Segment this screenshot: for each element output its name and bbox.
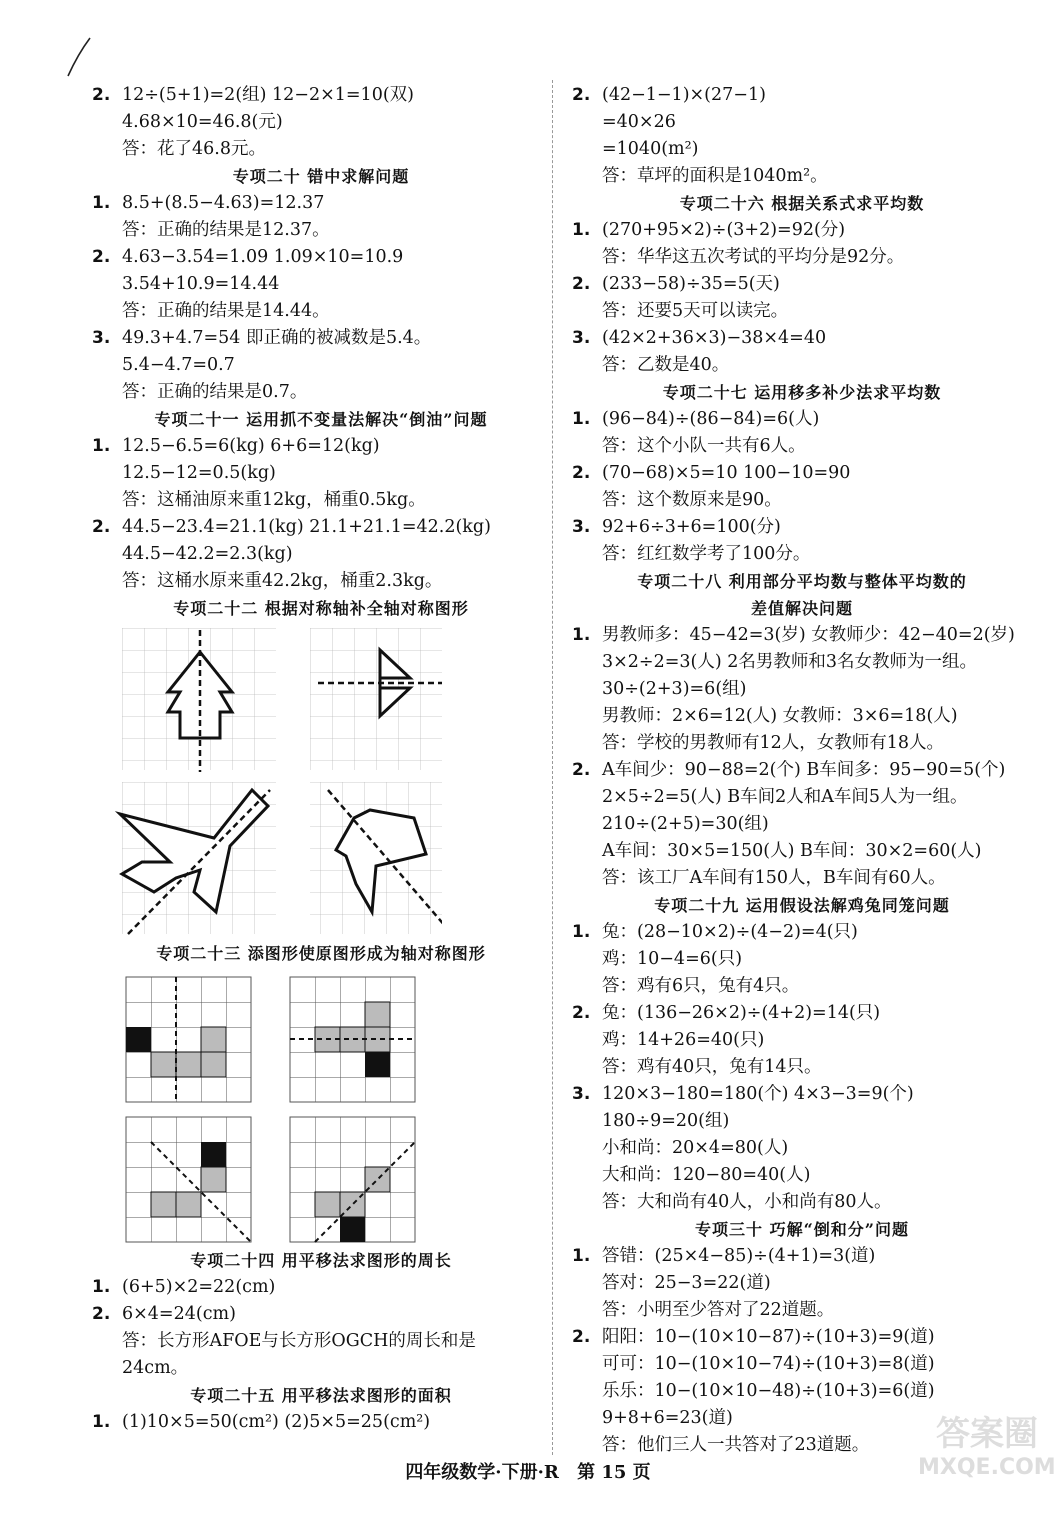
- answer-text: 答：正确的结果是12.37。: [122, 220, 330, 240]
- answer-line: [92, 82, 550, 109]
- answer-line: [572, 811, 1032, 838]
- answer-line: [92, 568, 550, 595]
- answer-text: A车间少：90−88=2(个) B车间多：95−90=5(个): [602, 760, 1006, 780]
- section-heading: 专项二十六 根据关系式求平均数: [679, 194, 925, 213]
- question-number: 2.: [92, 517, 111, 537]
- answer-text: 6×4=24(cm): [122, 1304, 236, 1324]
- answer-text: 120×3−180=180(个) 4×3−3=9(个): [602, 1084, 914, 1104]
- fig1-block: [92, 622, 550, 940]
- answer-line: [572, 1351, 1032, 1378]
- answer-line: [572, 244, 1032, 271]
- question-number: 2.: [572, 760, 591, 780]
- answer-text: 答错：(25×4−85)÷(4+1)=3(道): [602, 1246, 876, 1266]
- answer-line: [92, 271, 550, 298]
- answer-line: [572, 352, 1032, 379]
- answer-line: [92, 298, 550, 325]
- question-number: 2.: [572, 85, 591, 105]
- answer-line: [572, 487, 1032, 514]
- section-heading: 专项二十八 利用部分平均数与整体平均数的: [637, 572, 967, 591]
- answer-line: [572, 136, 1032, 163]
- question-number: 1.: [92, 436, 111, 456]
- answer-text: 44.5−42.2=2.3(kg): [122, 544, 293, 564]
- answer-line: [572, 919, 1032, 946]
- question-number: 3.: [92, 328, 111, 348]
- answer-line: [92, 136, 550, 163]
- page-footer: [0, 1458, 1056, 1484]
- answer-text: 答：华华这五次考试的平均分是92分。: [602, 247, 905, 267]
- answer-text: 男教师多：45−42=3(岁) 女教师少：42−40=2(岁): [602, 625, 1015, 645]
- left-column: [92, 82, 550, 1436]
- answer-text: 4.68×10=46.8(元): [122, 112, 283, 132]
- answer-line: [572, 865, 1032, 892]
- answer-text: 12.5−6.5=6(kg) 6+6=12(kg): [122, 436, 380, 456]
- answer-text: 答：这个小队一共有6人。: [602, 436, 806, 456]
- answer-line: [572, 1054, 1032, 1081]
- answer-text: 答：这桶油原来重12kg，桶重0.5kg。: [122, 490, 426, 510]
- answer-text: 4.63−3.54=1.09 1.09×10=10.9: [122, 247, 404, 267]
- column-divider: [552, 80, 553, 1455]
- answer-line: [572, 163, 1032, 190]
- answer-line: [92, 487, 550, 514]
- answer-line: [572, 1108, 1032, 1135]
- answer-text: 答：乙数是40。: [602, 355, 730, 375]
- answer-line: [572, 730, 1032, 757]
- answer-line: [572, 271, 1032, 298]
- answer-line: [92, 541, 550, 568]
- answer-text: 答：大和尚有40人，小和尚有80人。: [602, 1192, 892, 1212]
- answer-line: [92, 1355, 550, 1382]
- answer-line: [92, 379, 550, 406]
- symmetry-figures: [92, 622, 442, 940]
- answer-line: [572, 946, 1032, 973]
- answer-text: 兔：(136−26×2)÷(4+2)=14(只): [602, 1003, 881, 1023]
- answer-text: 小和尚：20×4=80(人): [602, 1138, 789, 1158]
- answer-text: (96−84)÷(86−84)=6(人): [602, 409, 820, 429]
- answer-line: [572, 649, 1032, 676]
- answer-line: [572, 973, 1032, 1000]
- fig2-block: [92, 967, 550, 1247]
- answer-text: (42−1−1)×(27−1): [602, 85, 766, 105]
- answer-line: [572, 676, 1032, 703]
- question-number: 2.: [92, 85, 111, 105]
- answer-text: =1040(m²): [602, 139, 699, 159]
- answer-text: 12.5−12=0.5(kg): [122, 463, 276, 483]
- answer-text: 答：该工厂A车间有150人，B车间有60人。: [602, 868, 946, 888]
- question-number: 2.: [572, 463, 591, 483]
- answer-text: 鸡：10−4=6(只): [602, 949, 743, 969]
- section-heading: 专项二十 错中求解问题: [232, 167, 410, 186]
- answer-text: 3.54+10.9=14.44: [122, 274, 280, 294]
- answer-text: (270+95×2)÷(3+2)=92(分): [602, 220, 846, 240]
- answer-text: (42×2+36×3)−38×4=40: [602, 328, 827, 348]
- question-number: 1.: [572, 409, 591, 429]
- section-heading: 专项二十五 用平移法求图形的面积: [190, 1386, 452, 1405]
- answer-text: 答：还要5天可以读完。: [602, 301, 789, 321]
- answer-line: [572, 109, 1032, 136]
- answer-line: [572, 838, 1032, 865]
- answer-text: 答：鸡有6只，兔有4只。: [602, 976, 800, 996]
- section-heading: 专项二十四 用平移法求图形的周长: [190, 1251, 452, 1270]
- answer-line: [572, 1162, 1032, 1189]
- answer-line: [572, 1270, 1032, 1297]
- answer-line: [572, 325, 1032, 352]
- answer-text: (6+5)×2=22(cm): [122, 1277, 276, 1297]
- answer-text: 210÷(2+5)=30(组): [602, 814, 769, 834]
- answer-text: 阳阳：10−(10×10−87)÷(10+3)=9(道): [602, 1327, 935, 1347]
- answer-line: [92, 1409, 550, 1436]
- answer-text: 答：这桶水原来重42.2kg，桶重2.3kg。: [122, 571, 443, 591]
- answer-line: [572, 1027, 1032, 1054]
- answer-text: 答：长方形AFOE与长方形OGCH的周长和是: [122, 1331, 476, 1351]
- answer-text: (233−58)÷35=5(天): [602, 274, 780, 294]
- answer-text: 答：草坪的面积是1040m²。: [602, 166, 828, 186]
- answer-text: 答：小明至少答对了22道题。: [602, 1300, 835, 1320]
- answer-line: [92, 1301, 550, 1328]
- answer-line: [92, 433, 550, 460]
- section-heading: 专项二十三 添图形使原图形成为轴对称图形: [156, 944, 486, 963]
- answer-line: [572, 1081, 1032, 1108]
- question-number: 1.: [572, 1246, 591, 1266]
- watermark-bottom: MXQE.COM: [918, 1455, 1056, 1480]
- answer-line: [572, 460, 1032, 487]
- answer-line: [572, 514, 1032, 541]
- answer-text: 乐乐：10−(10×10−48)÷(10+3)=6(道): [602, 1381, 935, 1401]
- section-heading: 专项二十一 运用抓不变量法解决“倒油”问题: [154, 410, 488, 429]
- answer-line: [92, 244, 550, 271]
- answer-text: 答：鸡有40只，兔有14只。: [602, 1057, 822, 1077]
- answer-text: 答：花了46.8元。: [122, 139, 266, 159]
- answer-text: 3×2÷2=3(人) 2名男教师和3名女教师为一组。: [602, 652, 978, 672]
- grid-b: [310, 628, 442, 770]
- answer-line: [572, 1297, 1032, 1324]
- answer-line: [92, 217, 550, 244]
- question-number: 1.: [572, 625, 591, 645]
- answer-text: 兔：(28−10×2)÷(4−2)=4(只): [602, 922, 858, 942]
- answer-text: 答：这个数原来是90。: [602, 490, 782, 510]
- answer-text: 鸡：14+26=40(只): [602, 1030, 765, 1050]
- answer-line: [572, 703, 1032, 730]
- section-heading: 专项二十七 运用移多补少法求平均数: [662, 383, 942, 402]
- answer-text: =40×26: [602, 112, 676, 132]
- answer-text: 92+6÷3+6=100(分): [602, 517, 781, 537]
- answer-text: A车间：30×5=150(人) B车间：30×2=60(人): [602, 841, 982, 861]
- answer-line: [572, 298, 1032, 325]
- answer-text: 2×5÷2=5(人) B车间2人和A车间5人为一组。: [602, 787, 968, 807]
- answer-line: [572, 622, 1032, 649]
- answer-line: [92, 109, 550, 136]
- answer-text: 答：正确的结果是0.7。: [122, 382, 308, 402]
- grid-panel-c: [126, 1117, 251, 1242]
- section-heading: 差值解决问题: [750, 599, 853, 618]
- question-number: 1.: [572, 922, 591, 942]
- answer-line: [92, 352, 550, 379]
- answer-text: 8.5+(8.5−4.63)=12.37: [122, 193, 325, 213]
- answer-line: [572, 1378, 1032, 1405]
- answer-text: (70−68)×5=10 100−10=90: [602, 463, 851, 483]
- right-column: [572, 82, 1032, 1459]
- answer-text: 24cm。: [122, 1358, 189, 1378]
- watermark-top: 答案圈: [936, 1414, 1038, 1454]
- answer-text: 大和尚：120−80=40(人): [602, 1165, 811, 1185]
- answer-line: [92, 460, 550, 487]
- footer-page: 第 15 页: [577, 1462, 651, 1483]
- answer-line: [92, 190, 550, 217]
- answer-line: [572, 1000, 1032, 1027]
- answer-text: 答：红红数学考了100分。: [602, 544, 811, 564]
- question-number: 2.: [572, 1003, 591, 1023]
- answer-line: [572, 1135, 1032, 1162]
- answer-text: 9+8+6=23(道): [602, 1408, 733, 1428]
- answer-line: [92, 514, 550, 541]
- corner-mark: [64, 36, 94, 78]
- answer-line: [572, 1189, 1032, 1216]
- answer-line: [92, 325, 550, 352]
- answer-text: 44.5−23.4=21.1(kg) 21.1+21.1=42.2(kg): [122, 517, 491, 537]
- answer-line: [572, 433, 1032, 460]
- question-number: 2.: [572, 274, 591, 294]
- answer-text: 答：他们三人一共答对了23道题。: [602, 1435, 870, 1455]
- grid-panel-a: [126, 977, 251, 1102]
- footer-book: 四年级数学·下册·R: [405, 1462, 559, 1483]
- answer-text: 5.4−4.7=0.7: [122, 355, 235, 375]
- question-number: 3.: [572, 517, 591, 537]
- answer-text: (1)10×5=50(cm²) (2)5×5=25(cm²): [122, 1412, 431, 1432]
- question-number: 2.: [92, 247, 111, 267]
- answer-line: [92, 1274, 550, 1301]
- add-shape-figures: [92, 967, 442, 1247]
- answer-text: 男教师：2×6=12(人) 女教师：3×6=18(人): [602, 706, 958, 726]
- grid-panel-d: [290, 1117, 415, 1242]
- answer-text: 答对：25−3=22(道): [602, 1273, 771, 1293]
- answer-line: [572, 1243, 1032, 1270]
- answer-line: [572, 406, 1032, 433]
- answer-text: 答：正确的结果是14.44。: [122, 301, 330, 321]
- answer-line: [572, 784, 1032, 811]
- section-heading: 专项二十二 根据对称轴补全轴对称图形: [173, 599, 469, 618]
- answer-line: [572, 757, 1032, 784]
- watermark: [918, 1406, 1056, 1506]
- section-heading: 专项三十 巧解“倒和分”问题: [695, 1220, 909, 1239]
- answer-line: [572, 541, 1032, 568]
- answer-line: [572, 217, 1032, 244]
- answer-text: 180÷9=20(组): [602, 1111, 730, 1131]
- answer-line: [92, 1328, 550, 1355]
- answer-text: 答：学校的男教师有12人，女教师有18人。: [602, 733, 945, 753]
- grid-panel-b: [290, 977, 415, 1102]
- question-number: 1.: [92, 1412, 111, 1432]
- answer-line: [572, 1324, 1032, 1351]
- answer-text: 30÷(2+3)=6(组): [602, 679, 747, 699]
- answer-text: 49.3+4.7=54 即正确的被减数是5.4。: [122, 328, 432, 348]
- question-number: 2.: [92, 1304, 111, 1324]
- question-number: 1.: [572, 220, 591, 240]
- question-number: 3.: [572, 328, 591, 348]
- answer-line: [572, 82, 1032, 109]
- question-number: 1.: [92, 1277, 111, 1297]
- question-number: 2.: [572, 1327, 591, 1347]
- question-number: 3.: [572, 1084, 591, 1104]
- question-number: 1.: [92, 193, 111, 213]
- answer-text: 12÷(5+1)=2(组) 12−2×1=10(双): [122, 85, 414, 105]
- section-heading: 专项二十九 运用假设法解鸡兔同笼问题: [654, 896, 950, 915]
- answer-text: 可可：10−(10×10−74)÷(10+3)=8(道): [602, 1354, 935, 1374]
